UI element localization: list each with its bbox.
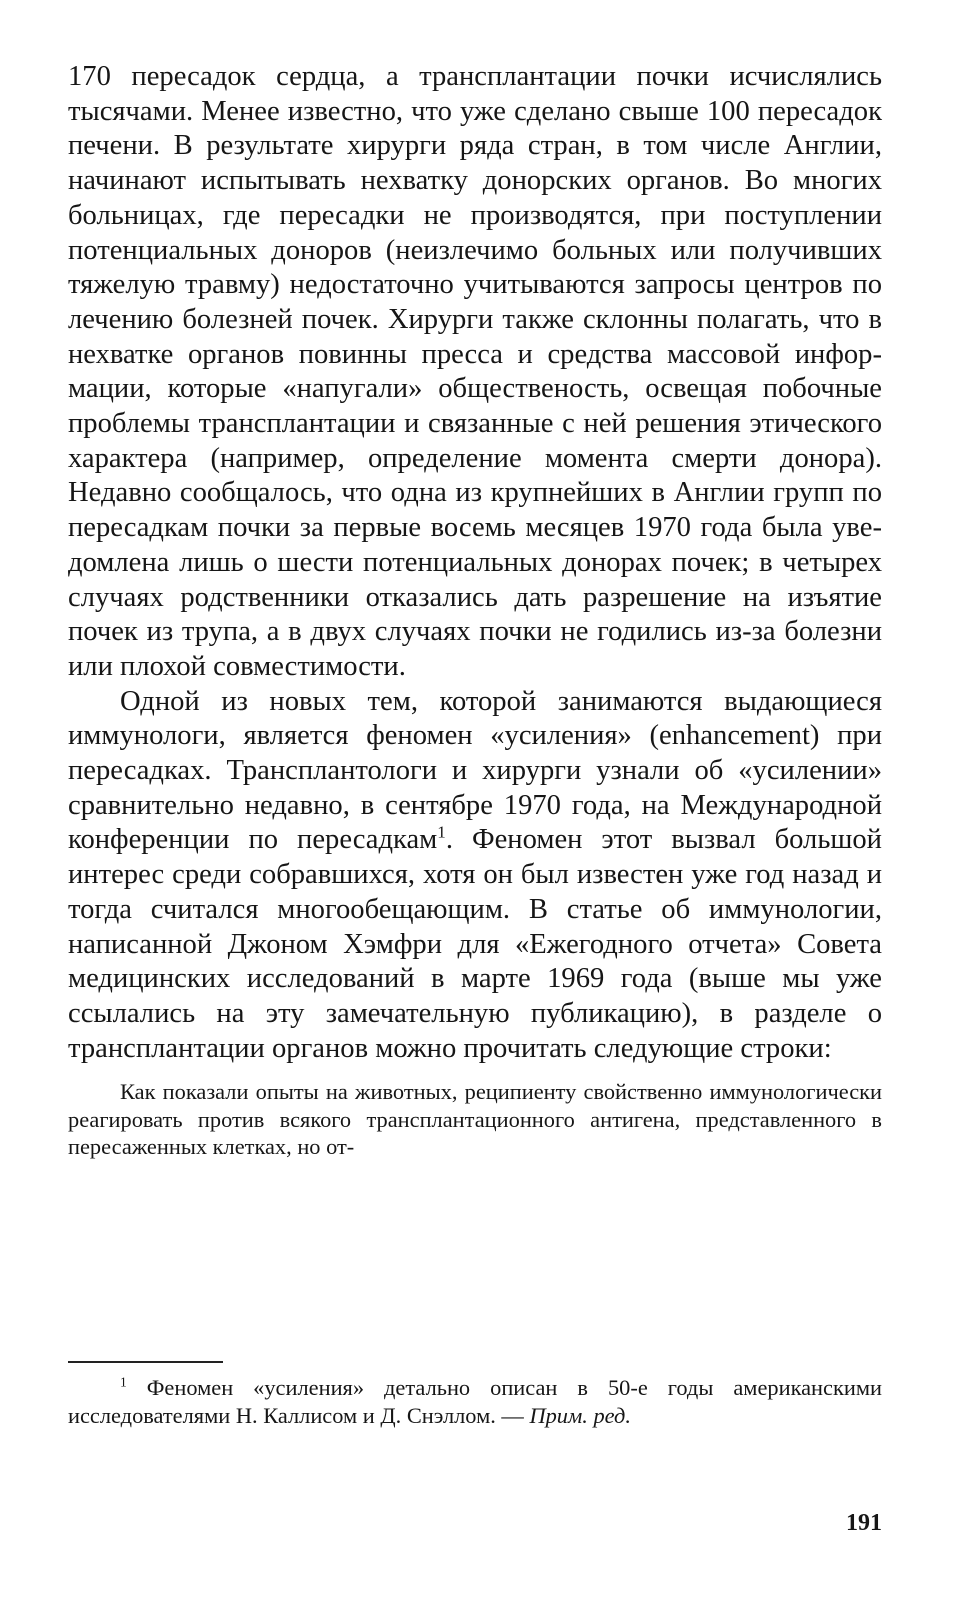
footnote-editor-note: Прим. ред. <box>529 1402 631 1428</box>
footnote-text: Феномен «усиления» детально описан в 50-е годы американскими исследователями Н. Каллисом и Д. Снэллом. — <box>68 1375 882 1428</box>
paragraph-1: 170 пересадок сердца, а трансплантации почки исчислялись тысячами. Менее известно, что уже сделано свыше 100 пересадок печени. В результате хирурги ряда стран, в том числе Англии, начинают испытывать нехватку донорских органов. Во многих больницах, где пересадки не производятся, при поступлении потенциальных доноров (неизлечимо больных или получивших тяжелую травму) недостаточно учитываются запросы центров по лечению болезней почек. Хирурги также склонны полагать, что в нехватке органов повинны пресса и средства массовой информации, которые «напугали» общественость, освещая побочные проблемы трансплантации и связанные с ней решения этического характера (например, определение момента смерти донора). Недавно сообщалось, что одна из крупнейших в Англии групп по пересадкам почки за первые восемь месяцев 1970 года была уведомлена лишь о шести потенциальных донорах почек; в четырех случаях родственники отказались дать разрешение на изъятие почек из трупа, а в двух случаях почки не годились из-за болезни или плохой совместимости. <box>68 61 882 682</box>
page-number: 191 <box>846 1510 882 1536</box>
footnote-reference: 1 <box>437 822 446 842</box>
footnote-divider <box>68 1361 223 1363</box>
page-content <box>68 60 882 1161</box>
block-quote: Как показали опыты на животных, реципиенту свойственно иммунологически реагировать против всякого трансплантационного антигена, представленного в пересаженных клетках, но от- <box>68 1079 882 1160</box>
footnote-marker: 1 <box>120 1374 127 1390</box>
paragraph-2-part-1: Одной из новых тем, которой занимаются выдающиеся иммунологи, является феномен «усиления» (enhancement) при пересадках. Трансплантологи и хирурги узнали об «усилении» сравнительно недавно, в сентябре 1970 года, на Международной конференции по пересадкам <box>68 685 882 856</box>
paragraph-2-part-2: . Феномен этот вызвал большой интерес среди собравшихся, хотя он был известен уже год назад и тогда считался многообещающим. В статье об иммунологии, написанной Джоном Хэмфри для «Ежегодного отчета» Совета медицинских исследований в марте 1969 года (выше мы уже ссылались на эту замечательную публикацию), в разделе о трансплантации органов можно прочитать следующие строки: <box>68 824 882 1064</box>
main-text <box>68 60 882 1066</box>
paragraph-2 <box>68 685 882 1067</box>
footnote <box>68 1374 882 1429</box>
